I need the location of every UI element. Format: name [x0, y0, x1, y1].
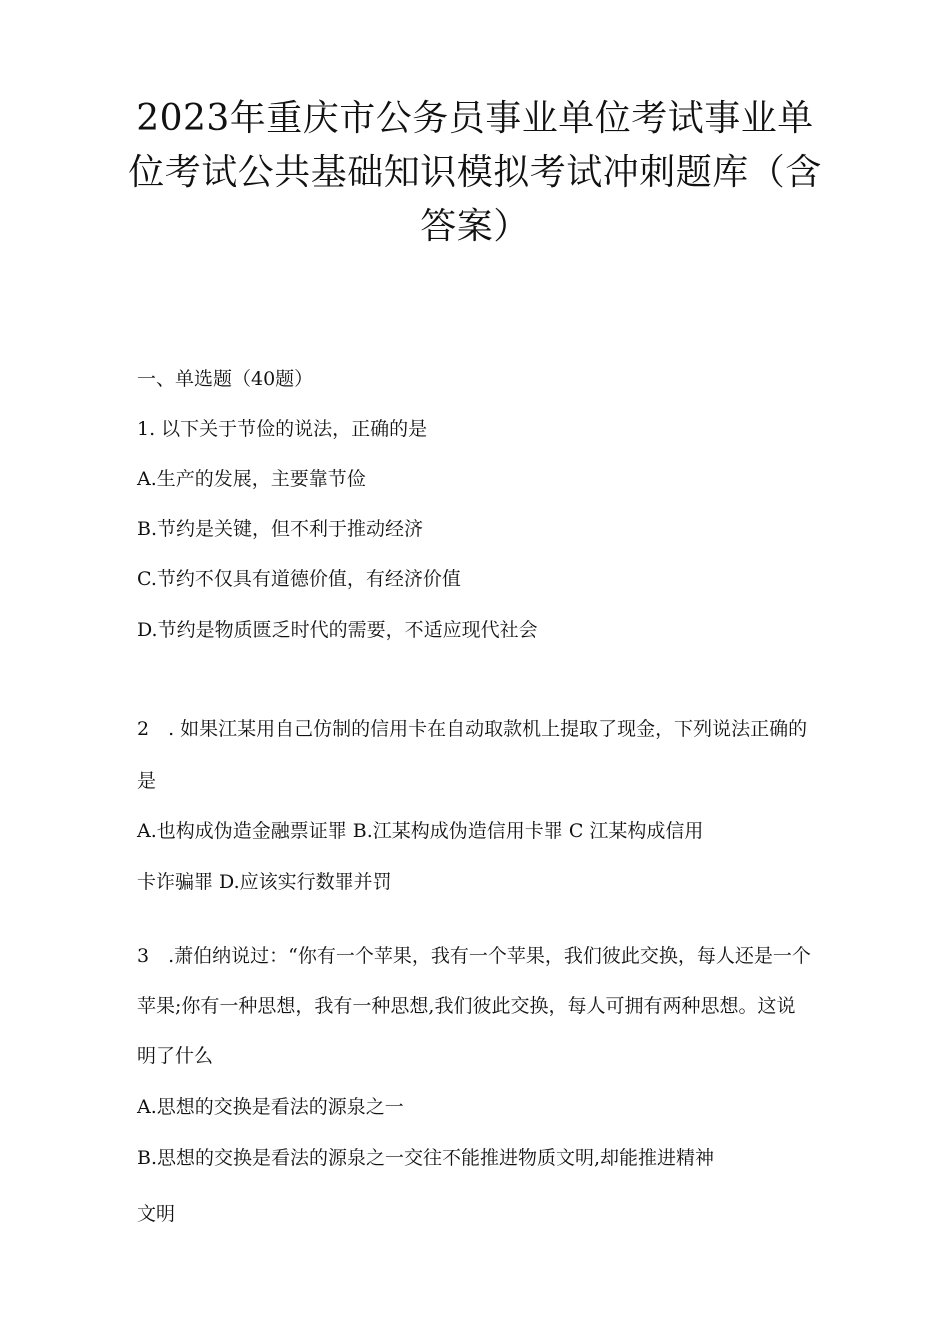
title-line: 2023年重庆市公务员事业单位考试事业单 — [136, 98, 814, 139]
question-3-stem-line: 3 .萧伯纳说过：“你有一个苹果，我有一个苹果，我们彼此交换，每人还是一个 — [137, 945, 811, 967]
title-line: 答案） — [420, 206, 530, 247]
question-3-option-b: B.思想的交换是看法的源泉之一交往不能推进物质文明,却能推进精神 — [137, 1147, 715, 1169]
section-heading: 一、单选题（40题） — [137, 368, 314, 390]
question-1-option-a: A.生产的发展，主要靠节俭 — [137, 468, 366, 490]
question-3-stem-line: 明了什么 — [137, 1045, 214, 1067]
question-1-option-c: C.节约不仅具有道德价值，有经济价值 — [137, 568, 461, 590]
question-3-option-a: A.思想的交换是看法的源泉之一 — [137, 1096, 404, 1118]
title-line: 位考试公共基础知识模拟考试冲刺题库（含 — [128, 152, 822, 193]
question-3-option-b-continued: 文明 — [137, 1203, 176, 1225]
question-3-stem-line: 苹果;你有一种思想，我有一种思想,我们彼此交换，每人可拥有两种思想。这说 — [137, 995, 796, 1017]
question-2-stem-line: 是 — [137, 770, 157, 792]
question-2-options-line: A.也构成伪造金融票证罪 B.江某构成伪造信用卡罪 C 江某构成信用 — [137, 820, 704, 842]
question-2-options-line: 卡诈骗罪 D.应该实行数罪并罚 — [137, 871, 392, 893]
question-1-stem: 1. 以下关于节俭的说法，正确的是 — [137, 418, 428, 440]
question-1-option-d: D.节约是物质匮乏时代的需要，不适应现代社会 — [137, 619, 538, 641]
question-2-stem-line: 2 . 如果江某用自己仿制的信用卡在自动取款机上提取了现金，下列说法正确的 — [137, 718, 808, 740]
question-1-option-b: B.节约是关键，但不利于推动经济 — [137, 518, 424, 540]
document-title — [120, 92, 830, 254]
